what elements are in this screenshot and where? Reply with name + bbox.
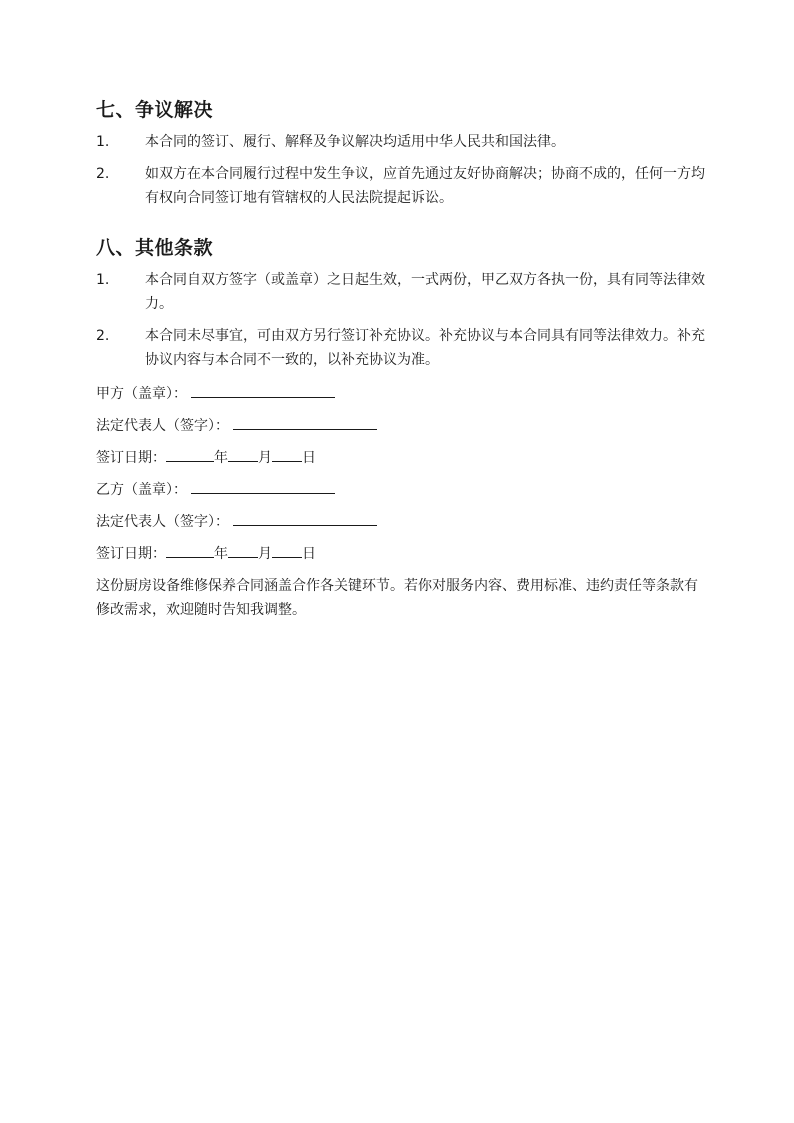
list-item xyxy=(96,162,708,210)
section-title-dispute: 七、争议解决 xyxy=(96,99,214,121)
item-number: 1. xyxy=(96,134,110,150)
section-title-other-terms: 八、其他条款 xyxy=(96,237,214,259)
item-text: 本合同自双方签字（或盖章）之日起生效，一式两份，甲乙双方各执一份，具有同等法律效力。 xyxy=(145,272,705,312)
item-text: 本合同的签订、履行、解释及争议解决均适用中华人民共和国法律。 xyxy=(145,134,565,150)
party-a-rep-label: 法定代表人（签字）： xyxy=(96,418,229,434)
party-a-date-label: 签订日期： xyxy=(96,450,166,466)
party-b-seal-line xyxy=(96,476,708,508)
year-label: 年 xyxy=(214,450,228,466)
year-blank xyxy=(166,444,214,462)
party-b-seal-blank xyxy=(191,476,335,494)
dispute-list xyxy=(96,130,708,210)
month-label: 月 xyxy=(258,450,272,466)
item-number: 2. xyxy=(96,328,110,344)
item-number: 1. xyxy=(96,272,110,288)
party-a-seal-blank xyxy=(191,380,335,398)
list-item xyxy=(96,130,708,154)
month-blank xyxy=(228,444,258,462)
party-b-rep-blank xyxy=(233,508,377,526)
party-a-seal-label: 甲方（盖章）： xyxy=(96,386,187,402)
other-terms-list xyxy=(96,268,708,372)
item-number: 2. xyxy=(96,166,110,182)
party-b-date-line xyxy=(96,540,708,572)
party-a-rep-blank xyxy=(233,412,377,430)
party-b-rep-label: 法定代表人（签字）： xyxy=(96,514,229,530)
party-b-date-label: 签订日期： xyxy=(96,546,166,562)
party-b-rep-line xyxy=(96,508,708,540)
party-b-seal-label: 乙方（盖章）： xyxy=(96,482,187,498)
day-blank xyxy=(272,444,302,462)
party-a-rep-line xyxy=(96,412,708,444)
list-item xyxy=(96,324,708,372)
item-text: 本合同未尽事宜，可由双方另行签订补充协议。补充协议与本合同具有同等法律效力。补充协议内容与本合同不一致的，以补充协议为准。 xyxy=(145,328,705,368)
day-blank xyxy=(272,540,302,558)
party-a-date-line xyxy=(96,444,708,476)
day-label: 日 xyxy=(302,450,316,466)
day-label: 日 xyxy=(302,546,316,562)
month-label: 月 xyxy=(258,546,272,562)
party-a-seal-line xyxy=(96,380,708,412)
document-page xyxy=(96,96,708,622)
closing-note: 这份厨房设备维修保养合同涵盖合作各关键环节。若你对服务内容、费用标准、违约责任等条款有修改需求，欢迎随时告知我调整。 xyxy=(96,578,698,618)
year-label: 年 xyxy=(214,546,228,562)
year-blank xyxy=(166,540,214,558)
list-item xyxy=(96,268,708,316)
month-blank xyxy=(228,540,258,558)
item-text: 如双方在本合同履行过程中发生争议，应首先通过友好协商解决；协商不成的，任何一方均有权向合同签订地有管辖权的人民法院提起诉讼。 xyxy=(145,166,705,206)
